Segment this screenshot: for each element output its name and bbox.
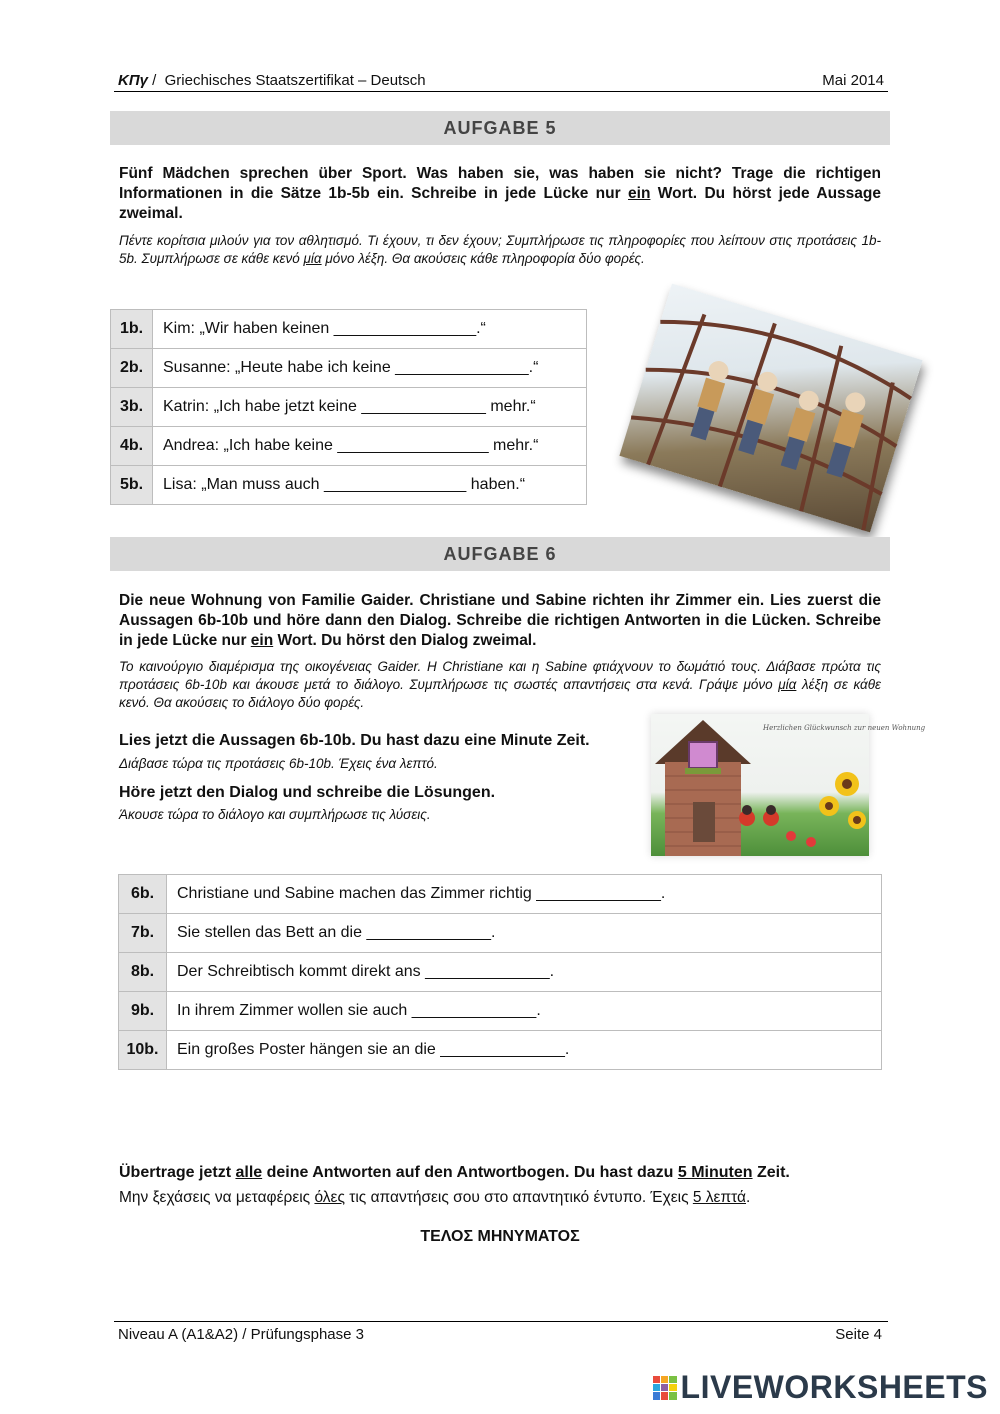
listen-instruction: Höre jetzt den Dialog und schreibe die Lösungen. [119, 784, 496, 801]
end-of-message: ΤΕΛΟΣ ΜΗΝΥΜΑΤΟΣ [420, 1228, 580, 1245]
liveworksheets-icon [653, 1376, 677, 1400]
table-row [119, 1031, 882, 1070]
footer-rule [114, 1321, 888, 1322]
table-row [111, 349, 587, 388]
table-row [111, 388, 587, 427]
table-row [111, 466, 587, 505]
item-number: 10b. [119, 1031, 167, 1070]
item-sentence[interactable]: Christiane und Sabine machen das Zimmer richtig ______________. [167, 875, 882, 914]
card-greeting: Herzlichen Glückwunsch zur neuen Wohnung [763, 724, 926, 732]
item-number: 6b. [119, 875, 167, 914]
table-row [119, 992, 882, 1031]
footer-page-number: Seite 4 [835, 1326, 882, 1343]
item-number: 8b. [119, 953, 167, 992]
listen-instruction-greek: Άκουσε τώρα το διάλογο και συμπλήρωσε τις λύσεις. [119, 807, 431, 822]
aufgabe5-instruction: Fünf Mädchen sprechen über Sport. Was haben sie, was haben sie nicht? Trage die richtigen Informationen in die Sätze 1b-5b ein. Schreibe in jede Lücke nur ein Wort. Du hörst jede Aussage zweimal. [119, 165, 881, 222]
aufgabe6-instruction: Die neue Wohnung von Familie Gaider. Christiane und Sabine richten ihr Zimmer ein. Lies zuerst die Aussagen 6b-10b und höre dann den Dialog. Schreibe die richtigen Antworten in die Lücken. Schreibe in jede Lücke nur ein Wort. Du hörst den Dialog zweimal. [119, 592, 881, 649]
house-illustration [651, 714, 926, 856]
item-sentence[interactable]: Ein großes Poster hängen sie an die ______________. [167, 1031, 882, 1070]
transfer-instruction-greek: Μην ξεχάσεις να μεταφέρεις όλες τις απαντήσεις σου στο απαντητικό έντυπο. Έχεις 5 λεπτά. [119, 1189, 751, 1206]
header-code: ΚΠγ [118, 72, 148, 89]
item-sentence[interactable]: In ihrem Zimmer wollen sie auch ______________. [167, 992, 882, 1031]
table-row [119, 953, 882, 992]
climbing-frame-illustration [619, 284, 922, 533]
aufgabe5-heading: AUFGABE 5 [110, 111, 890, 145]
item-number: 2b. [111, 349, 153, 388]
table-row [111, 310, 587, 349]
new-home-card-image [651, 714, 926, 856]
footer-level: Niveau A (A1&A2) / Prüfungsphase 3 [118, 1326, 364, 1343]
table-row [119, 914, 882, 953]
item-sentence[interactable]: Katrin: „Ich habe jetzt keine ______________ mehr.“ [153, 388, 587, 427]
header-title: ΚΠγ / Griechisches Staatszertifikat – Deutsch [118, 72, 426, 89]
item-sentence[interactable]: Kim: „Wir haben keinen ________________.“ [153, 310, 587, 349]
item-number: 1b. [111, 310, 153, 349]
header-rule [114, 91, 888, 92]
item-sentence[interactable]: Sie stellen das Bett an die ______________. [167, 914, 882, 953]
header-exam-title: Griechisches Staatszertifikat – Deutsch [164, 72, 426, 89]
header-date: Mai 2014 [822, 72, 884, 89]
read-instruction-greek: Διάβασε τώρα τις προτάσεις 6b-10b. Έχεις ένα λεπτό. [119, 756, 438, 771]
transfer-instruction: Übertrage jetzt alle deine Antworten auf den Antwortbogen. Du hast dazu 5 Minuten Zeit. [119, 1164, 790, 1181]
item-number: 7b. [119, 914, 167, 953]
table-row [111, 427, 587, 466]
item-number: 4b. [111, 427, 153, 466]
item-sentence[interactable]: Andrea: „Ich habe keine _________________ mehr.“ [153, 427, 587, 466]
girls-climbing-photo [619, 284, 922, 533]
aufgabe5-greek-instruction: Πέντε κορίτσια μιλούν για τον αθλητισμό. Τι έχουν, τι δεν έχουν; Συμπλήρωσε τις πληροφορίες που λείπουν στις προτάσεις 1b-5b. Συμπλήρωσε σε κάθε κενό μία μόνο λέξη. Θα ακούσεις κάθε πληροφορία δύο φορές. [119, 233, 881, 266]
aufgabe6-table [118, 874, 882, 1070]
item-number: 3b. [111, 388, 153, 427]
read-instruction: Lies jetzt die Aussagen 6b-10b. Du hast dazu eine Minute Zeit. [119, 732, 590, 749]
item-number: 9b. [119, 992, 167, 1031]
liveworksheets-logo [653, 1369, 988, 1406]
item-sentence[interactable]: Lisa: „Man muss auch ________________ haben.“ [153, 466, 587, 505]
liveworksheets-wordmark: LIVEWORKSHEETS [680, 1369, 988, 1405]
aufgabe6-heading: AUFGABE 6 [110, 537, 890, 571]
item-sentence[interactable]: Der Schreibtisch kommt direkt ans ______________. [167, 953, 882, 992]
aufgabe5-table [110, 309, 587, 505]
table-row [119, 875, 882, 914]
item-number: 5b. [111, 466, 153, 505]
aufgabe6-greek-instruction: Το καινούργιο διαμέρισμα της οικογένειας Gaider. Η Christiane και η Sabine φτιάχνουν το δωμάτιό τους. Διάβασε πρώτα τις προτάσεις 6b-10b και άκουσε μετά το διάλογο. Συμπλήρωσε τις σωστές απαντήσεις στα κενά. Γράψε μόνο μία λέξη σε κάθε κενό. Θα ακούσεις το διάλογο δύο φορές. [119, 659, 881, 710]
item-sentence[interactable]: Susanne: „Heute habe ich keine _______________.“ [153, 349, 587, 388]
